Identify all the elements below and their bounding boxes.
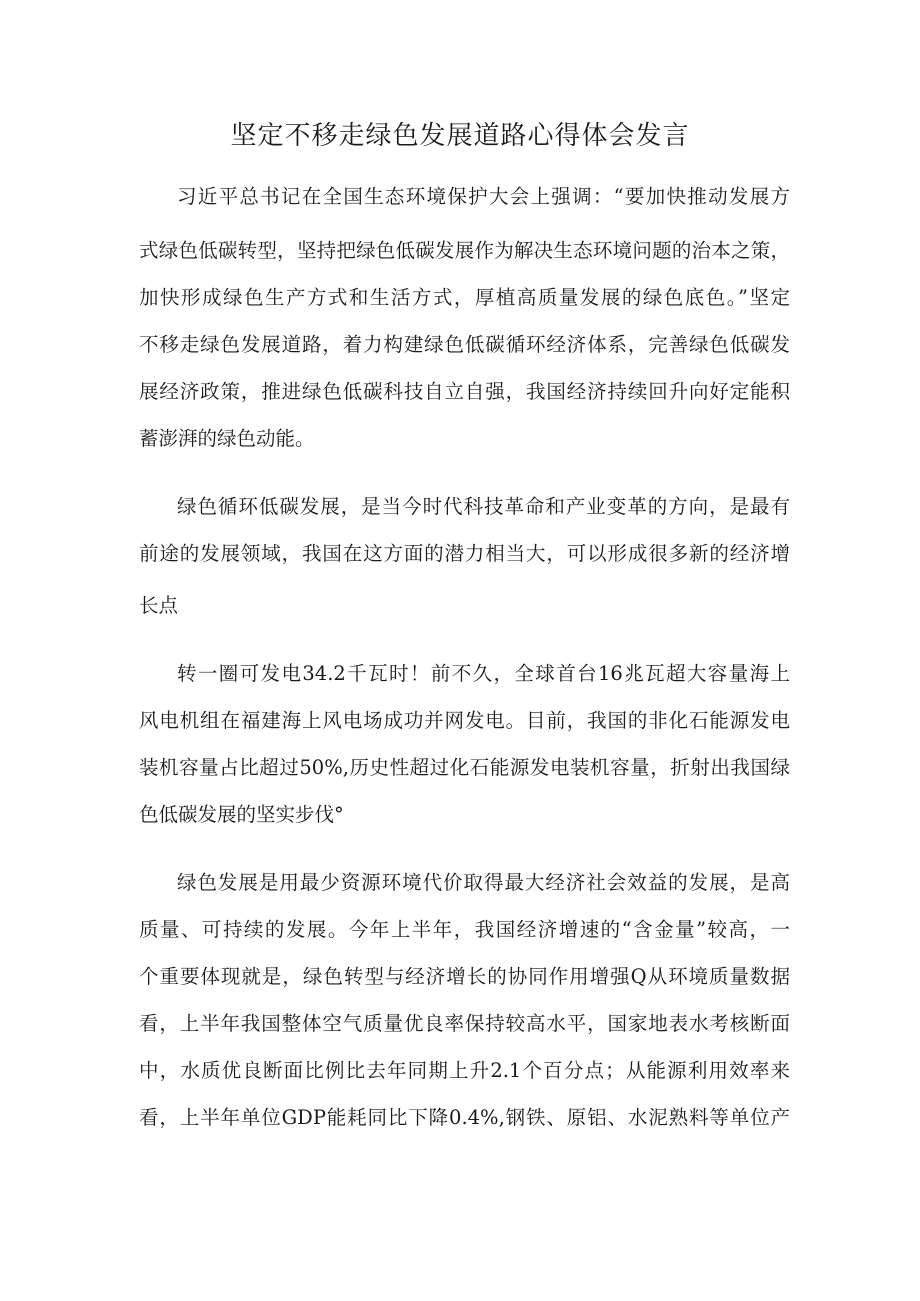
text-line: 加快形成绿色生产方式和生活方式，厚植高质量发展的绿色底色。”坚定 xyxy=(139,286,790,309)
document-title: 坚定不移走绿色发展道路心得体会发言 xyxy=(230,121,690,151)
text-line: 蓄澎湃的绿色动能。 xyxy=(139,427,315,450)
text-line: 转一圈可发电34.2千瓦时！前不久，全球首台16兆瓦超大容量海上 xyxy=(177,662,790,685)
text-line: 式绿色低碳转型，坚持把绿色低碳发展作为解决生态环境问题的治本之策， xyxy=(139,239,790,262)
text-line: 展经济政策，推进绿色低碳科技自立自强，我国经济持续回升向好定能积 xyxy=(139,380,790,403)
text-line: 中，水质优良断面比例比去年同期上升2.1个百分点；从能源利用效率来 xyxy=(139,1059,790,1082)
text-line: 前途的发展领域，我国在这方面的潜力相当大，可以形成很多新的经济增 xyxy=(139,542,790,565)
text-line: 装机容量占比超过50%,历史性超过化石能源发电装机容量，折射出我国绿 xyxy=(139,756,790,779)
text-line: 色低碳发展的坚实步伐° xyxy=(139,803,344,826)
text-line: 绿色发展是用最少资源环境代价取得最大经济社会效益的发展，是高 xyxy=(177,871,790,894)
text-line: 不移走绿色发展道路，着力构建绿色低碳循环经济体系，完善绿色低碳发 xyxy=(139,333,790,356)
text-line: 看，上半年我国整体空气质量优良率保持较高水平，国家地表水考核断面 xyxy=(139,1012,790,1035)
text-line: 绿色循环低碳发展，是当今时代科技革命和产业变革的方向，是最有 xyxy=(177,495,790,518)
text-line: 看，上半年单位GDP能耗同比下降0.4%,钢铁、原铝、水泥熟料等单位产 xyxy=(139,1106,790,1129)
text-line: 风电机组在福建海上风电场成功并网发电。目前，我国的非化石能源发电 xyxy=(139,709,790,732)
text-line: 个重要体现就是，绿色转型与经济增长的协同作用增强Q从环境质量数据 xyxy=(139,965,790,988)
text-line: 习近平总书记在全国生态环境保护大会上强调：“要加快推动发展方 xyxy=(177,185,790,208)
text-line: 质量、可持续的发展。今年上半年，我国经济增速的“含金量”较高，一 xyxy=(139,918,790,941)
text-line: 长点 xyxy=(139,594,179,617)
